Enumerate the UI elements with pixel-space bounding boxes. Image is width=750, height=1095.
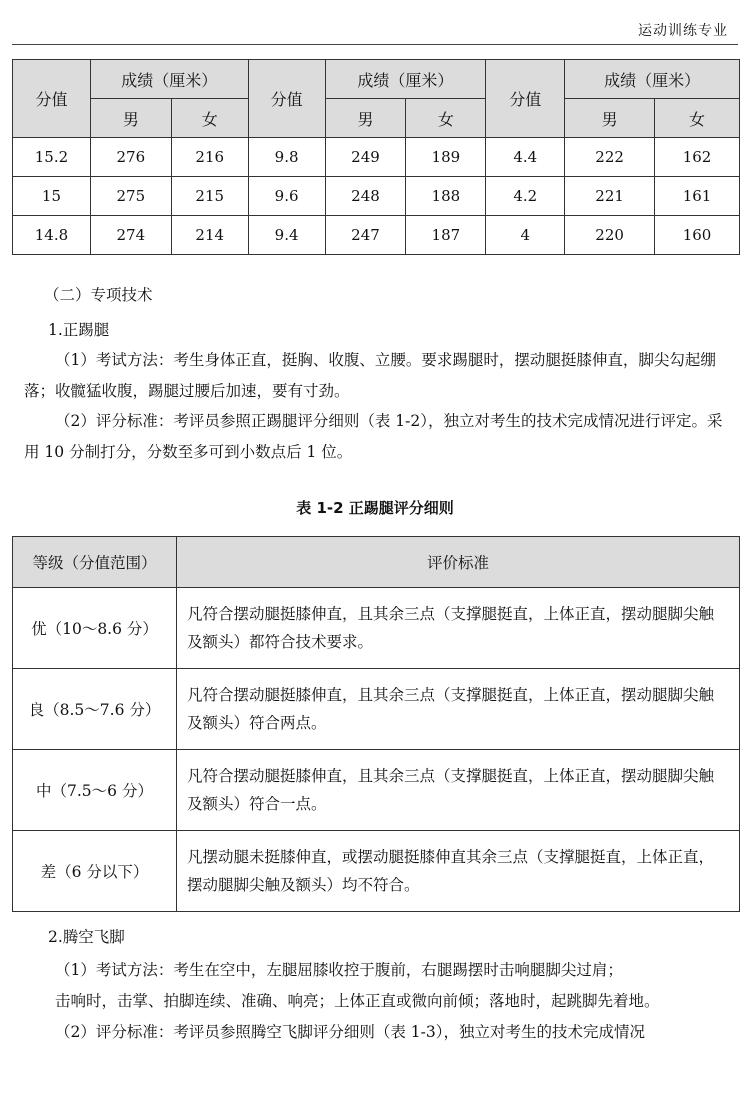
male-header: 男	[325, 99, 406, 138]
page-header: 运动训练专业	[638, 23, 728, 39]
grade-cell: 优（10～8.6 分）	[13, 588, 177, 669]
table-row	[13, 831, 740, 912]
score-header: 分值	[486, 60, 565, 138]
score-cell: 4.4	[486, 138, 565, 177]
score-cell: 14.8	[13, 216, 91, 255]
female-header: 女	[406, 99, 486, 138]
male-header: 男	[90, 99, 171, 138]
score-cell: 4.2	[486, 177, 565, 216]
header-divider	[12, 44, 738, 45]
male-cell: 276	[90, 138, 171, 177]
criteria-cell: 凡符合摆动腿挺膝伸直，且其余三点（支撑腿挺直，上体正直，摆动腿脚尖触及额头）符合一点。	[177, 750, 740, 831]
score-cell: 9.8	[248, 138, 325, 177]
female-cell: 187	[406, 216, 486, 255]
male-cell: 222	[565, 138, 655, 177]
scoring-standard-paragraph: （2）评分标准：考评员参照腾空飞脚评分细则（表 1-3），独立对考生的技术完成情况	[55, 1023, 646, 1041]
female-cell: 216	[171, 138, 248, 177]
test-method-paragraph: （1）考试方法：考生在空中，左腿屈膝收控于腹前，右腿踢摆时击响腿脚尖过肩；	[55, 961, 623, 979]
table-row	[13, 138, 740, 177]
female-cell: 160	[655, 216, 740, 255]
female-header: 女	[655, 99, 740, 138]
score-header: 分值	[13, 60, 91, 138]
male-header: 男	[565, 99, 655, 138]
table-row	[13, 177, 740, 216]
section-heading: （二）专项技术	[44, 286, 153, 304]
grade-cell: 中（7.5～6 分）	[13, 750, 177, 831]
grade-cell: 差（6 分以下）	[13, 831, 177, 912]
result-header: 成绩（厘米）	[325, 60, 486, 99]
male-cell: 249	[325, 138, 406, 177]
criteria-cell: 凡符合摆动腿挺膝伸直，且其余三点（支撑腿挺直，上体正直，摆动腿脚尖触及额头）都符合技术要求。	[177, 588, 740, 669]
score-table	[12, 59, 740, 255]
female-cell: 215	[171, 177, 248, 216]
score-cell: 15	[13, 177, 91, 216]
score-header: 分值	[248, 60, 325, 138]
female-cell: 189	[406, 138, 486, 177]
item-title: 1.正踢腿	[48, 321, 110, 339]
table-caption: 表 1-2 正踢腿评分细则	[296, 499, 454, 517]
female-cell: 188	[406, 177, 486, 216]
male-cell: 220	[565, 216, 655, 255]
score-cell: 15.2	[13, 138, 91, 177]
grade-header: 等级（分值范围）	[13, 537, 177, 588]
female-cell: 161	[655, 177, 740, 216]
female-header: 女	[171, 99, 248, 138]
score-cell: 9.6	[248, 177, 325, 216]
table-row	[13, 216, 740, 255]
item-title: 2.腾空飞脚	[48, 928, 125, 946]
test-method-paragraph: （1）考试方法：考生身体正直，挺胸、收腹、立腰。要求踢腿时，摆动腿挺膝伸直，脚尖勾起绷落；收髋猛收腹，踢腿过腰后加速，要有寸劲。	[24, 351, 716, 400]
test-method-continuation: 击响时，击掌、拍脚连续、准确、响亮；上体正直或微向前倾；落地时，起跳脚先着地。	[55, 992, 660, 1010]
criteria-cell: 凡摆动腿未挺膝伸直，或摆动腿挺膝伸直其余三点（支撑腿挺直，上体正直，摆动腿脚尖触及额头）均不符合。	[177, 831, 740, 912]
male-cell: 275	[90, 177, 171, 216]
table-row	[13, 588, 740, 669]
table-row	[13, 750, 740, 831]
criteria-cell: 凡符合摆动腿挺膝伸直，且其余三点（支撑腿挺直，上体正直，摆动腿脚尖触及额头）符合两点。	[177, 669, 740, 750]
score-cell: 9.4	[248, 216, 325, 255]
scoring-standard-paragraph: （2）评分标准：考评员参照正踢腿评分细则（表 1-2），独立对考生的技术完成情况进行评定。采用 10 分制打分，分数至多可到小数点后 1 位。	[24, 412, 723, 461]
result-header: 成绩（厘米）	[90, 60, 248, 99]
result-header: 成绩（厘米）	[565, 60, 740, 99]
female-cell: 162	[655, 138, 740, 177]
table-row	[13, 669, 740, 750]
male-cell: 248	[325, 177, 406, 216]
grade-cell: 良（8.5～7.6 分）	[13, 669, 177, 750]
male-cell: 247	[325, 216, 406, 255]
male-cell: 221	[565, 177, 655, 216]
score-cell: 4	[486, 216, 565, 255]
male-cell: 274	[90, 216, 171, 255]
criteria-table	[12, 536, 740, 912]
criteria-header: 评价标准	[177, 537, 740, 588]
female-cell: 214	[171, 216, 248, 255]
